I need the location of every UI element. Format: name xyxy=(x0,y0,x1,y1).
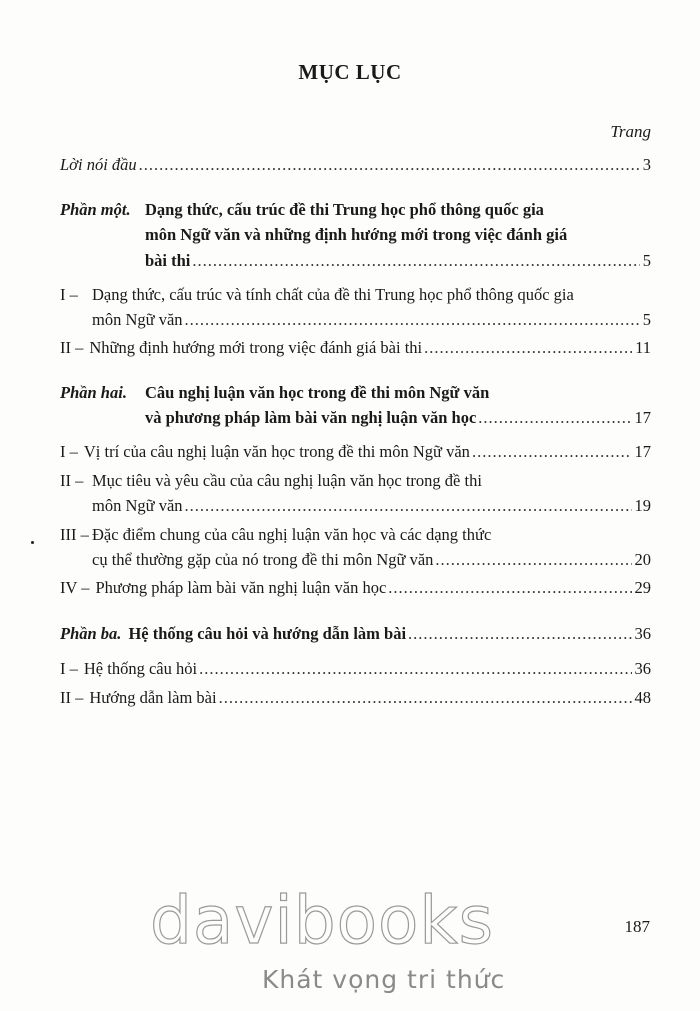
leader-dots xyxy=(424,338,632,358)
part-prefix: Phần ba. xyxy=(60,624,122,643)
toc-entry-part3[interactable] xyxy=(60,624,651,644)
toc-page-number: 5 xyxy=(642,251,651,270)
toc-page-number: 36 xyxy=(634,659,651,678)
item-title-line: môn Ngữ văn xyxy=(92,496,183,515)
page-column-label: Trang xyxy=(610,122,651,141)
leader-dots xyxy=(435,550,631,570)
toc-page-number: 48 xyxy=(634,688,651,707)
toc-entry-part2[interactable] xyxy=(145,408,651,428)
toc-page-number: 36 xyxy=(634,624,651,643)
item-prefix: II – xyxy=(60,338,84,357)
leader-dots xyxy=(478,408,631,428)
item-prefix: I – xyxy=(60,285,78,304)
part-prefix: Phần một. xyxy=(60,200,131,219)
toc-entry-label: Lời nói đầu xyxy=(60,155,137,174)
toc-entry-part2-item3[interactable] xyxy=(92,550,651,570)
leader-dots xyxy=(388,578,631,598)
item-prefix: I – xyxy=(60,659,78,678)
part-title-line: Câu nghị luận văn học trong đề thi môn Ngữ văn xyxy=(145,383,490,402)
item-title-line: môn Ngữ văn xyxy=(92,310,183,329)
part-title-line: môn Ngữ văn và những định hướng mới trong việc đánh giá xyxy=(145,225,568,244)
toc-entry-part3-item2[interactable] xyxy=(60,688,651,708)
item-title-line: Những định hướng mới trong việc đánh giá bài thi xyxy=(89,338,423,357)
item-title-line: Đặc điểm chung của câu nghị luận văn học và các dạng thức xyxy=(92,525,492,544)
item-prefix: III – xyxy=(60,525,89,544)
item-title-line: cụ thể thường gặp của nó trong đề thi môn Ngữ văn xyxy=(92,550,434,569)
toc-page-number: 29 xyxy=(634,578,651,597)
toc-page-number: 17 xyxy=(634,408,651,427)
toc-entry-part1-item1[interactable] xyxy=(92,310,651,330)
item-title-line: Hệ thống câu hỏi xyxy=(83,659,198,678)
toc-page-number: 11 xyxy=(635,338,651,357)
toc-entry-part2-item2[interactable] xyxy=(92,496,651,516)
leader-dots xyxy=(472,442,632,462)
print-speck xyxy=(31,541,34,544)
item-title-line: Hướng dẫn làm bài xyxy=(89,688,217,707)
toc-entry-part2-item1[interactable] xyxy=(60,442,651,462)
toc-entry-foreword[interactable] xyxy=(60,155,651,175)
item-prefix: II – xyxy=(60,688,84,707)
part-prefix: Phần hai. xyxy=(60,383,127,402)
page-number: 187 xyxy=(624,917,650,936)
item-prefix: I – xyxy=(60,442,78,461)
toc-page-number: 20 xyxy=(634,550,651,569)
toc-page-number: 5 xyxy=(642,310,651,329)
item-title-line: Vị trí của câu nghị luận văn học trong đề thi môn Ngữ văn xyxy=(83,442,470,461)
item-title-line: Mục tiêu và yêu cầu của câu nghị luận văn học trong đề thi xyxy=(92,471,482,490)
part-title-line: bài thi xyxy=(145,251,191,270)
item-prefix: II – xyxy=(60,471,84,490)
leader-dots xyxy=(185,310,640,330)
watermark-brand: davibooks xyxy=(150,882,494,959)
watermark-slogan: Khát vọng tri thức xyxy=(262,965,506,994)
item-prefix: IV – xyxy=(60,578,90,597)
toc-entry-part3-item1[interactable] xyxy=(60,659,651,679)
toc-page-number: 3 xyxy=(642,155,651,174)
part-title-line: Hệ thống câu hỏi và hướng dẫn làm bài xyxy=(128,624,407,643)
leader-dots xyxy=(185,496,632,516)
toc-page-number: 17 xyxy=(634,442,651,461)
leader-dots xyxy=(219,688,632,708)
toc-entry-part2-item4[interactable] xyxy=(60,578,651,598)
leader-dots xyxy=(408,624,631,644)
toc-entry-part1-item2[interactable] xyxy=(60,338,651,358)
part-title-line: và phương pháp làm bài văn nghị luận văn học xyxy=(145,408,477,427)
toc-entry-part1[interactable] xyxy=(145,251,651,271)
item-title-line: Dạng thức, cấu trúc và tính chất của đề thi Trung học phổ thông quốc gia xyxy=(92,285,574,304)
toc-page-number: 19 xyxy=(634,496,651,515)
part-title-line: Dạng thức, cấu trúc đề thi Trung học phổ thông quốc gia xyxy=(145,200,544,219)
item-title-line: Phương pháp làm bài văn nghị luận văn học xyxy=(95,578,387,597)
leader-dots xyxy=(139,155,640,175)
page-title: MỤC LỤC xyxy=(298,60,402,84)
leader-dots xyxy=(192,251,639,271)
leader-dots xyxy=(199,659,631,679)
